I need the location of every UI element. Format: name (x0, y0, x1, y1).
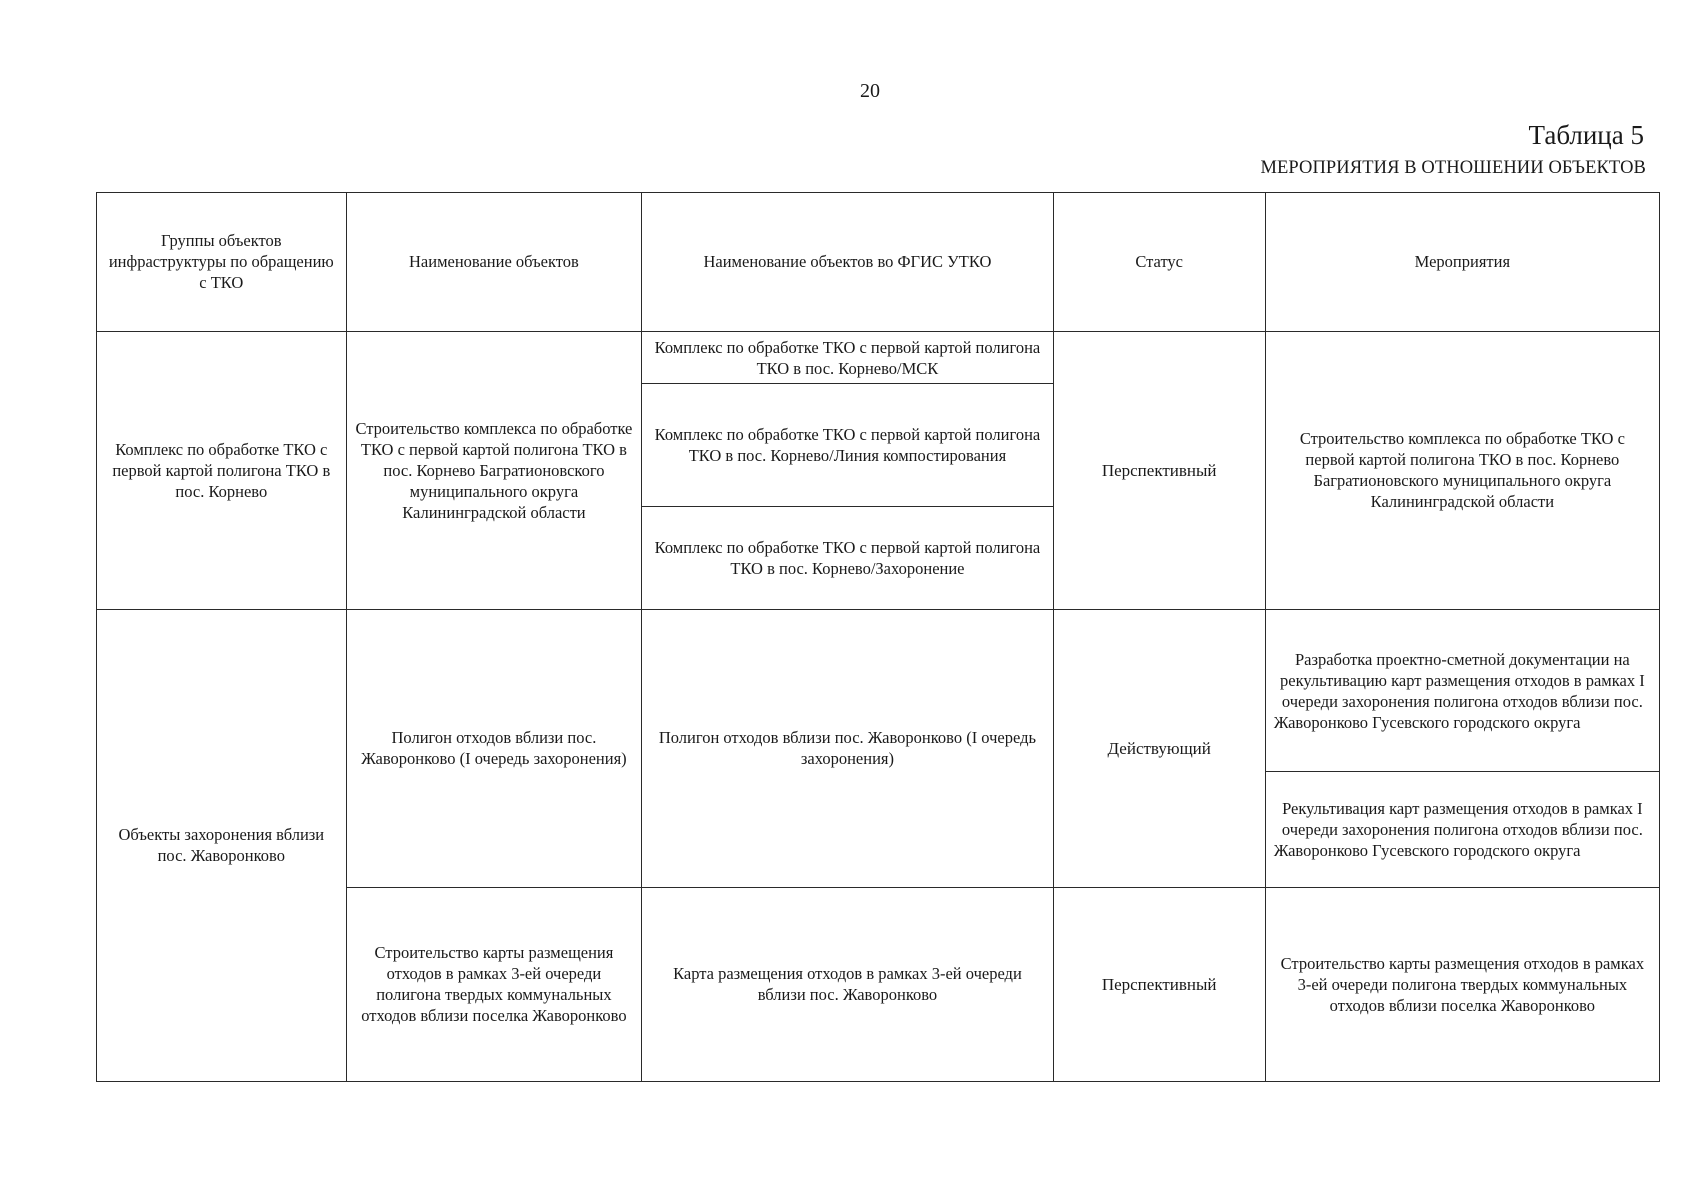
measure-cell: Строительство карты размещения отходов в рамках 3-ей очереди полигона твердых коммунальных отходов вблизи поселка Жаворонково (1265, 887, 1659, 1081)
group-cell: Объекты захоронения вблизи пос. Жаворонково (97, 609, 347, 1081)
header-group: Группы объектов инфраструктуры по обращению с ТКО (97, 193, 347, 332)
fgis-name-cell: Карта размещения отходов в рамках 3-ей очереди вблизи пос. Жаворонково (642, 887, 1053, 1081)
group-cell: Комплекс по обработке ТКО с первой картой полигона ТКО в пос. Корнево (97, 331, 347, 609)
status-cell: Перспективный (1053, 887, 1265, 1081)
table-header-row (97, 193, 1660, 332)
status-cell: Перспективный (1053, 331, 1265, 609)
object-name-cell: Строительство комплекса по обработке ТКО с первой картой полигона ТКО в пос. Корнево Багратионовского муниципального округа Калининградской области (346, 331, 642, 609)
fgis-name-cell: Комплекс по обработке ТКО с первой картой полигона ТКО в пос. Корнево/Захоронение (642, 506, 1053, 609)
fgis-name-cell: Полигон отходов вблизи пос. Жаворонково (I очередь захоронения) (642, 609, 1053, 887)
header-status: Статус (1053, 193, 1265, 332)
object-name-cell: Строительство карты размещения отходов в рамках 3-ей очереди полигона твердых коммунальных отходов вблизи поселка Жаворонково (346, 887, 642, 1081)
table-title: МЕРОПРИЯТИЯ В ОТНОШЕНИИ ОБЪЕКТОВ (1260, 158, 1646, 178)
table-row (97, 609, 1660, 771)
table-label: Таблица 5 (1528, 120, 1644, 150)
measures-table (96, 192, 1660, 1082)
table-row (97, 331, 1660, 383)
fgis-name-cell: Комплекс по обработке ТКО с первой картой полигона ТКО в пос. Корнево/Линия компостирования (642, 384, 1053, 507)
header-name: Наименование объектов (346, 193, 642, 332)
header-measures: Мероприятия (1265, 193, 1659, 332)
measure-cell: Разработка проектно-сметной документации на рекультивацию карт размещения отходов в рамках I очереди захоронения полигона отходов вблизи пос. Жаворонково Гусевского городского округа (1265, 609, 1659, 771)
object-name-cell: Полигон отходов вблизи пос. Жаворонково (I очередь захоронения) (346, 609, 642, 887)
header-fgis-name: Наименование объектов во ФГИС УТКО (642, 193, 1053, 332)
measure-cell: Рекультивация карт размещения отходов в рамках I очереди захоронения полигона отходов вблизи пос. Жаворонково Гусевского городского округа (1265, 772, 1659, 887)
page-number: 20 (860, 80, 880, 102)
fgis-name-cell: Комплекс по обработке ТКО с первой картой полигона ТКО в пос. Корнево/МСК (642, 331, 1053, 383)
status-cell: Действующий (1053, 609, 1265, 887)
measure-cell: Строительство комплекса по обработке ТКО с первой картой полигона ТКО в пос. Корнево Багратионовского муниципального округа Калининградской области (1265, 331, 1659, 609)
